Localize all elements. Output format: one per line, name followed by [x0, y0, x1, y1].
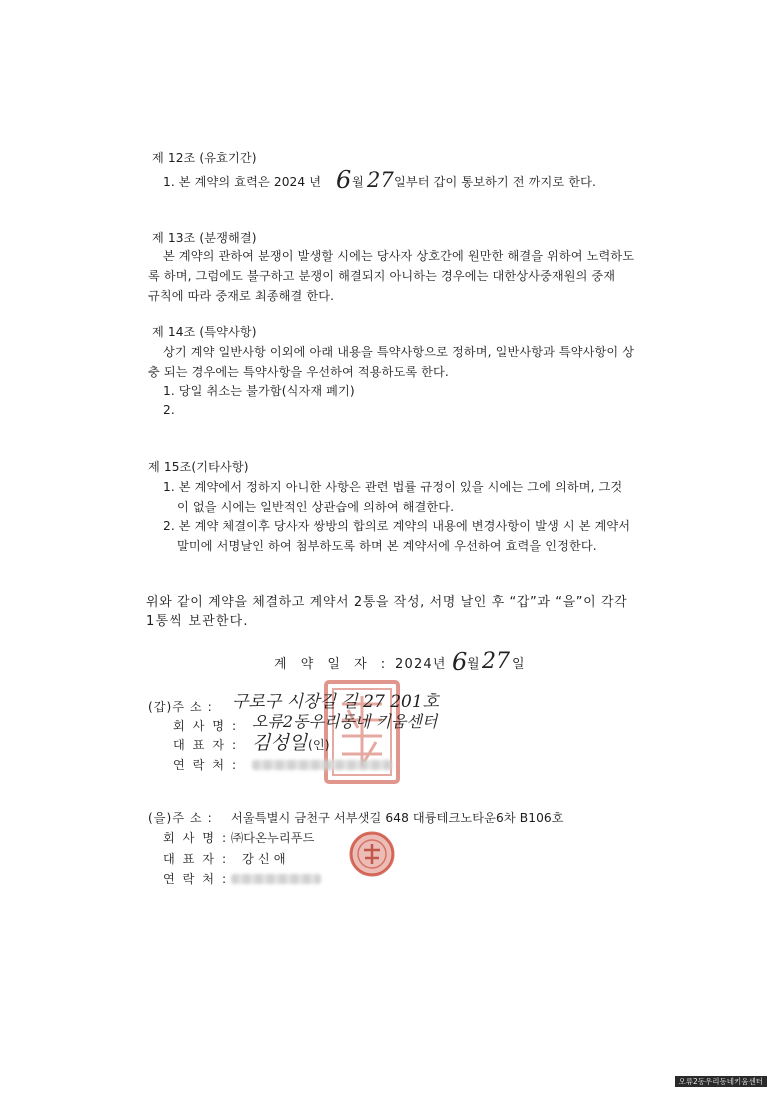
article-14-item: 1. 당일 취소는 불가함(식자재 폐기)	[163, 384, 355, 398]
party-a-rep-handwritten: 김성일	[252, 732, 308, 754]
contract-date-label: 계 약 일 자 :	[274, 657, 391, 672]
contract-date-month-unit: 월	[467, 657, 481, 672]
closing-line: 위와 같이 계약을 체결하고 계약서 2통을 작성, 서명 날인 후 “갑”과 “을”이 각각	[146, 595, 628, 610]
article-15-title: 제 15조(기타사항)	[148, 460, 249, 474]
article-12-item1-prefix: 1. 본 계약의 효력은 2024 년	[163, 175, 322, 189]
party-b-address-label: (을)주 소 :	[148, 811, 213, 825]
month-unit: 월	[352, 175, 364, 189]
party-b-rep-label: 대 표 자 :	[163, 852, 229, 866]
party-a-rep-label: 대 표 자 :	[173, 738, 239, 752]
handwritten-month: 6	[336, 166, 352, 194]
closing-line: 1통씩 보관한다.	[146, 614, 249, 629]
party-a-contact-label: 연 락 처 :	[173, 758, 239, 772]
article-13-title: 제 13조 (분쟁해결)	[152, 231, 257, 245]
party-b-address: 서울특별시 금천구 서부샛길 648 대륭테크노타운6차 B106호	[231, 811, 564, 825]
article-15-line: 1. 본 계약에서 정하지 아니한 사항은 관련 법률 규정이 있을 시에는 그에 의하며, 그것	[163, 480, 623, 494]
article-15-line: 말미에 서명날인 하여 첨부하도록 하며 본 계약서에 우선하여 효력을 인정한다.	[177, 539, 597, 553]
party-a-seal-mark: (인)	[308, 738, 330, 752]
article-13-line: 본 계약의 관하여 분쟁이 발생할 시에는 당사자 상호간에 원만한 해결을 위하여 노력하도	[163, 249, 635, 263]
footer-organization-tag: 오류2동우리동네키움센터	[675, 1076, 767, 1087]
party-a-company-label: 회 사 명 :	[173, 719, 239, 733]
article-12-title: 제 12조 (유효기간)	[152, 151, 257, 165]
party-b-contact-label: 연 락 처 :	[163, 872, 229, 886]
party-b-contact-redacted	[231, 874, 321, 884]
contract-date-month-handwritten: 6	[452, 648, 468, 676]
contract-date-year: 2024년	[395, 657, 447, 672]
party-b-company-label: 회 사 명 :	[163, 831, 229, 845]
article-14-line: 상기 계약 일반사항 이외에 아래 내용을 특약사항으로 정하며, 일반사항과 특약사항이 상	[163, 345, 635, 359]
party-a-address-handwritten: 구로구 시장길 길 27 201호	[232, 692, 440, 712]
party-b-company: ㈜다온누리푸드	[231, 831, 315, 845]
handwritten-day: 27	[367, 168, 394, 192]
article-14-item: 2.	[163, 403, 175, 417]
article-15-line: 이 없을 시에는 일반적인 상관습에 의하여 해결한다.	[177, 500, 455, 514]
party-a-contact-redacted	[252, 760, 392, 770]
party-b-seal-stamp	[348, 830, 396, 878]
contract-date-day-handwritten: 27	[482, 649, 510, 674]
party-b-rep: 강 신 애	[242, 852, 286, 866]
article-13-line: 규칙에 따라 중재로 최종해결 한다.	[148, 289, 335, 303]
article-12-item1-suffix: 일부터 갑이 통보하기 전 까지로 한다.	[394, 175, 596, 189]
article-15-line: 2. 본 계약 체결이후 당사자 쌍방의 합의로 계약의 내용에 변경사항이 발생 시 본 계약서	[163, 519, 631, 533]
article-14-title: 제 14조 (특약사항)	[152, 325, 257, 339]
article-14-line: 충 되는 경우에는 특약사항을 우선하여 적용하도록 한다.	[148, 365, 449, 379]
contract-date-day-unit: 일	[512, 657, 526, 672]
article-13-line: 록 하며, 그럼에도 불구하고 분쟁이 해결되지 아니하는 경우에는 대한상사중재원의 중재	[148, 269, 616, 283]
party-a-company-handwritten: 오류2동우리동네 키움센터	[252, 712, 438, 731]
party-a-address-label: (갑)주 소 :	[148, 700, 213, 714]
